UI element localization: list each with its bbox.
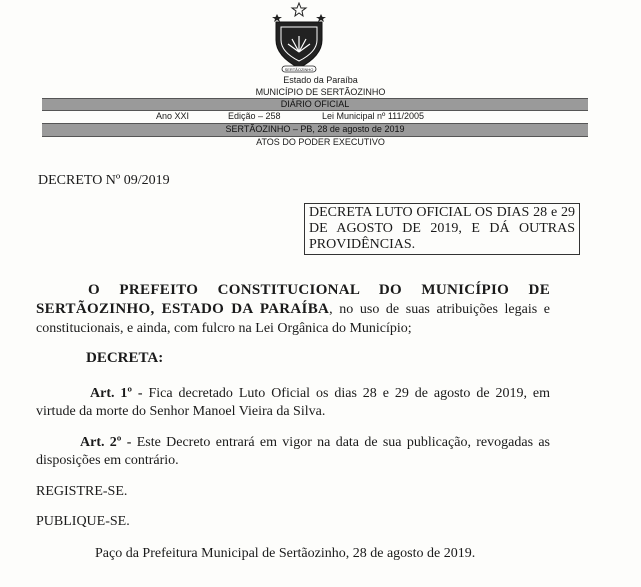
- place-date-bar: [42, 123, 588, 137]
- preamble: [36, 281, 550, 338]
- municipal-crest-icon: [268, 2, 330, 74]
- article-1-label: Art. 1º -: [90, 386, 143, 401]
- place-date: SERTÃOZINHO – PB, 28 de agosto de 2019: [225, 124, 405, 134]
- crest-ribbon-text: SERTÃOZINHO: [284, 67, 314, 72]
- closing-line: Paço da Prefeitura Municipal de Sertãozinho, 28 de agosto de 2019.: [95, 546, 476, 561]
- gazette-title-bar: [42, 98, 588, 111]
- publish-line: PUBLIQUE-SE.: [36, 514, 130, 529]
- decreta-label: DECRETA:: [86, 350, 164, 366]
- article-2: [36, 434, 550, 470]
- decree-number: DECRETO Nº 09/2019: [38, 173, 170, 188]
- law-reference: Lei Municipal nº 111/2005: [322, 111, 425, 121]
- article-2-text: Este Decreto entrará em vigor na data de sua publicação, revogadas as disposições em contrário.: [36, 435, 550, 468]
- register-line: REGISTRE-SE.: [36, 484, 128, 499]
- decree-summary-box: [304, 203, 580, 255]
- decree-summary: DECRETA LUTO OFICIAL OS DIAS 28 e 29 DE AGOSTO DE 2019, E DÁ OUTRAS PROVIDÊNCIAS.: [309, 205, 575, 252]
- edition: Edição – 258: [228, 111, 281, 121]
- year: Ano XXI: [156, 111, 190, 121]
- municipality-name: MUNICÍPIO DE SERTÃOZINHO: [255, 87, 386, 97]
- article-2-label: Art. 2º -: [80, 435, 132, 450]
- article-1: [36, 385, 550, 421]
- gazette-title: DIÁRIO OFICIAL: [280, 99, 350, 109]
- section-title: ATOS DO PODER EXECUTIVO: [256, 137, 385, 147]
- state-name: Estado da Paraíba: [283, 75, 358, 85]
- article-1-text: Fica decretado Luto Oficial os dias 28 e 29 de agosto de 2019, em virtude da morte do Senhor Manoel Vieira da Silva.: [36, 386, 550, 419]
- decreta-heading: [86, 349, 163, 367]
- preamble-text: , no uso de suas atribuições legais e constitucionais, e ainda, com fulcro na Lei Orgânica do Município;: [36, 302, 550, 336]
- preamble-authority: O PREFEITO CONSTITUCIONAL DO MUNICÍPIO DE SERTÃOZINHO, ESTADO DA PARAÍBA: [36, 282, 550, 317]
